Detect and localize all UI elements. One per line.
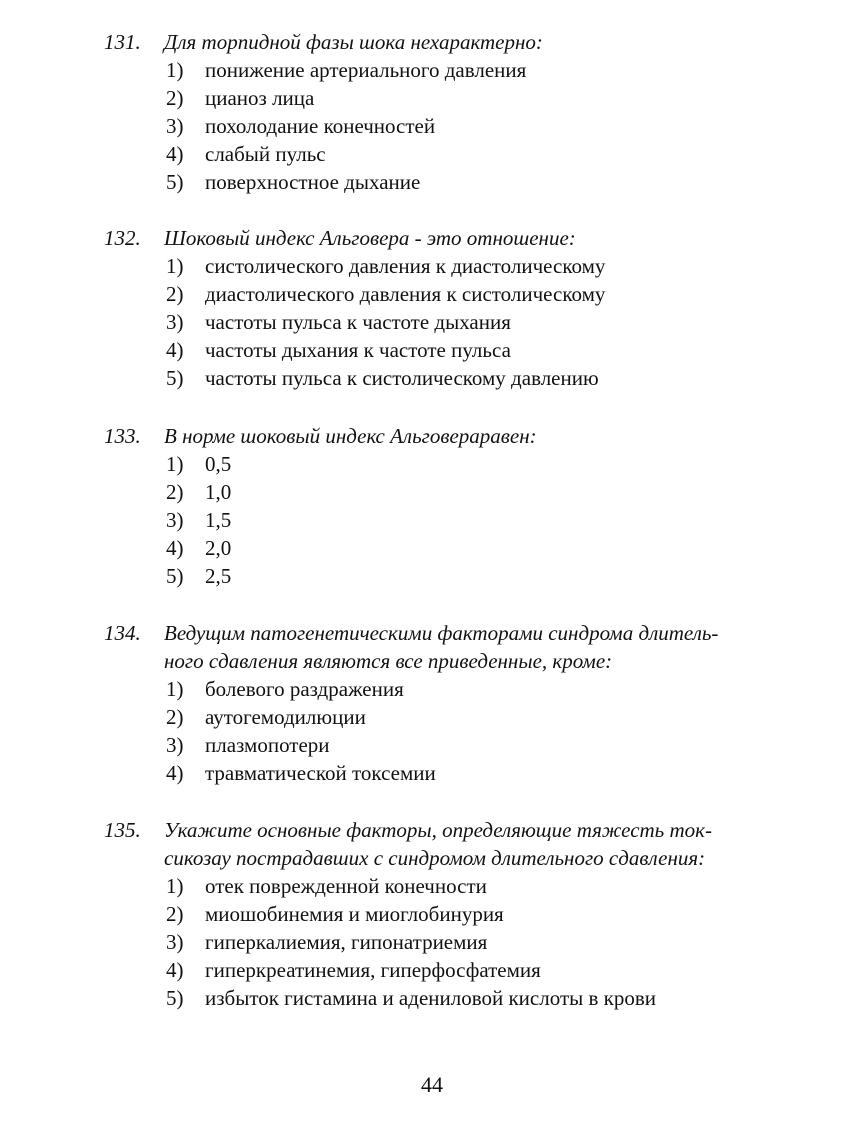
answer-option xyxy=(0,308,864,336)
question-number: 134. xyxy=(104,621,141,645)
answer-option xyxy=(0,534,864,562)
question-number: 132. xyxy=(104,226,141,250)
option-number: 1) xyxy=(166,874,184,898)
option-number: 4) xyxy=(166,536,184,560)
answer-option xyxy=(0,336,864,364)
answer-option xyxy=(0,450,864,478)
option-number: 4) xyxy=(166,142,184,166)
option-text: избыток гистамина и адениловой кислоты в крови xyxy=(205,986,656,1010)
question-header xyxy=(0,422,864,450)
question-text: Ведущим патогенетическими факторами синдрома длитель- xyxy=(164,621,719,645)
option-number: 5) xyxy=(166,986,184,1010)
answer-option xyxy=(0,364,864,392)
question-header xyxy=(0,619,864,647)
option-number: 2) xyxy=(166,282,184,306)
question-131 xyxy=(0,28,864,196)
option-text: миошобинемия и миоглобинурия xyxy=(205,902,504,926)
question-text: Укажите основные факторы, определяющие тяжесть ток- xyxy=(164,818,712,842)
option-text: 1,0 xyxy=(205,480,232,504)
question-132 xyxy=(0,224,864,392)
option-text: диастолического давления к систолическому xyxy=(205,282,606,306)
option-text: 0,5 xyxy=(205,452,232,476)
answer-option xyxy=(0,280,864,308)
question-number: 133. xyxy=(104,424,141,448)
option-number: 3) xyxy=(166,310,184,334)
option-number: 1) xyxy=(166,677,184,701)
question-text: В норме шоковый индекс Альговераравен: xyxy=(164,424,537,448)
answer-option xyxy=(0,168,864,196)
answer-option xyxy=(0,900,864,928)
option-text: плазмопотери xyxy=(205,733,330,757)
answer-option xyxy=(0,562,864,590)
question-number: 131. xyxy=(104,30,141,54)
page-number: 44 xyxy=(421,1072,443,1097)
answer-option xyxy=(0,759,864,787)
option-text: 2,5 xyxy=(205,564,232,588)
question-text: Для торпидной фазы шока нехарактерно: xyxy=(164,30,543,54)
option-number: 4) xyxy=(166,338,184,362)
option-number: 5) xyxy=(166,366,184,390)
option-text: болевого раздражения xyxy=(205,677,404,701)
option-text: поверхностное дыхание xyxy=(205,170,421,194)
answer-option xyxy=(0,731,864,759)
question-number: 135. xyxy=(104,818,141,842)
option-text: частоты пульса к частоте дыхания xyxy=(205,310,511,334)
option-text: 1,5 xyxy=(205,508,232,532)
option-text: травматической токсемии xyxy=(205,761,436,785)
option-text: цианоз лица xyxy=(205,86,315,110)
question-text-continuation: сикозау пострадавших с синдромом длительного сдавления: xyxy=(164,846,706,870)
question-header xyxy=(0,28,864,56)
answer-option xyxy=(0,675,864,703)
question-135 xyxy=(0,816,864,1012)
answer-option xyxy=(0,506,864,534)
answer-option xyxy=(0,703,864,731)
option-number: 3) xyxy=(166,508,184,532)
answer-option xyxy=(0,872,864,900)
option-number: 5) xyxy=(166,170,184,194)
option-number: 1) xyxy=(166,254,184,278)
option-text: понижение артериального давления xyxy=(205,58,527,82)
option-number: 1) xyxy=(166,58,184,82)
option-text: 2,0 xyxy=(205,536,232,560)
question-133 xyxy=(0,422,864,590)
option-text: слабый пульс xyxy=(205,142,326,166)
question-text-continuation: ного сдавления являются все приведенные, кроме: xyxy=(164,649,613,673)
answer-option xyxy=(0,252,864,280)
question-134 xyxy=(0,619,864,787)
option-number: 3) xyxy=(166,930,184,954)
option-number: 2) xyxy=(166,902,184,926)
option-number: 4) xyxy=(166,958,184,982)
option-number: 2) xyxy=(166,480,184,504)
option-number: 1) xyxy=(166,452,184,476)
option-number: 3) xyxy=(166,114,184,138)
option-text: частоты пульса к систолическому давлению xyxy=(205,366,599,390)
option-text: похолодание конечностей xyxy=(205,114,436,138)
answer-option xyxy=(0,928,864,956)
answer-option xyxy=(0,956,864,984)
option-text: отек поврежденной конечности xyxy=(205,874,487,898)
option-number: 2) xyxy=(166,705,184,729)
answer-option xyxy=(0,478,864,506)
option-text: аутогемодилюции xyxy=(205,705,366,729)
answer-option xyxy=(0,984,864,1012)
option-number: 3) xyxy=(166,733,184,757)
option-text: систолического давления к диастолическому xyxy=(205,254,606,278)
answer-option xyxy=(0,56,864,84)
question-text: Шоковый индекс Альговера - это отношение: xyxy=(164,226,576,250)
answer-option xyxy=(0,112,864,140)
option-text: гиперкреатинемия, гиперфосфатемия xyxy=(205,958,541,982)
option-text: гиперкалиемия, гипонатриемия xyxy=(205,930,488,954)
question-header xyxy=(0,224,864,252)
question-header xyxy=(0,816,864,844)
option-number: 2) xyxy=(166,86,184,110)
answer-option xyxy=(0,84,864,112)
option-number: 4) xyxy=(166,761,184,785)
option-text: частоты дыхания к частоте пульса xyxy=(205,338,511,362)
answer-option xyxy=(0,140,864,168)
option-number: 5) xyxy=(166,564,184,588)
